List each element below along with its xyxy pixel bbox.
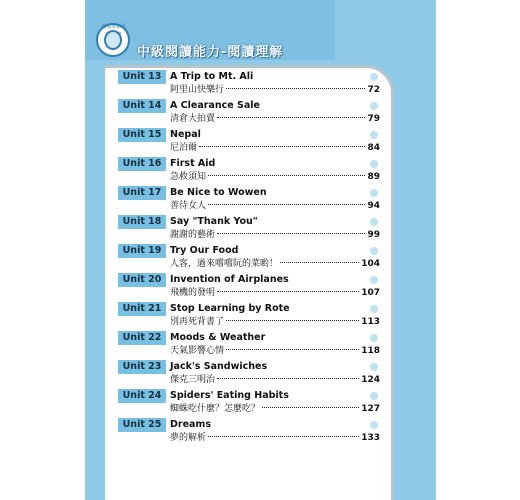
page-number: 104 xyxy=(361,259,380,269)
bullet-dot-icon xyxy=(370,334,378,342)
entry-subtitle-line xyxy=(170,432,380,445)
toc-entry[interactable] xyxy=(118,302,386,331)
entry-chinese-title: 傑克三明治 xyxy=(170,375,216,385)
entry-subtitle-line xyxy=(170,403,380,416)
page-number: 84 xyxy=(367,143,380,153)
entry-title: First Aid xyxy=(170,158,216,169)
toc-entry[interactable] xyxy=(118,418,386,447)
unit-badge: Unit 13 xyxy=(118,70,166,84)
page-number: 89 xyxy=(367,172,380,182)
entry-subtitle-line xyxy=(170,200,380,213)
bullet-dot-icon xyxy=(370,218,378,226)
page-number: 94 xyxy=(367,201,380,211)
dot-leader xyxy=(226,320,359,321)
entry-subtitle-line xyxy=(170,316,380,329)
entry-chinese-title: 善待女人 xyxy=(170,201,207,211)
entry-chinese-title: 飛機的發明 xyxy=(170,288,216,298)
unit-badge: Unit 16 xyxy=(118,157,166,171)
toc-entry[interactable] xyxy=(118,157,386,186)
toc-entry[interactable] xyxy=(118,70,386,99)
entry-chinese-title: 天氣影響心情 xyxy=(170,346,225,356)
dot-leader xyxy=(217,117,365,118)
bullet-dot-icon xyxy=(370,276,378,284)
unit-badge: Unit 19 xyxy=(118,244,166,258)
entry-subtitle-line xyxy=(170,345,380,358)
bullet-dot-icon xyxy=(370,131,378,139)
entry-title: Invention of Airplanes xyxy=(170,274,289,285)
unit-badge: Unit 15 xyxy=(118,128,166,142)
entry-subtitle-line xyxy=(170,229,380,242)
unit-badge: Unit 21 xyxy=(118,302,166,316)
toc-entry[interactable] xyxy=(118,389,386,418)
unit-badge: Unit 25 xyxy=(118,418,166,432)
toc-entry[interactable] xyxy=(118,331,386,360)
page-number: 72 xyxy=(367,85,380,95)
bullet-dot-icon xyxy=(370,247,378,255)
entry-chinese-title: 蜘蛛吃什麼？怎麼吃？ xyxy=(170,404,261,414)
entry-subtitle-line xyxy=(170,142,380,155)
page-number: 118 xyxy=(361,346,380,356)
dot-leader xyxy=(208,175,365,176)
entry-subtitle-line xyxy=(170,171,380,184)
logo-face-icon xyxy=(104,30,122,50)
toc-entry[interactable] xyxy=(118,244,386,273)
entry-chinese-title: 阿里山快樂行 xyxy=(170,85,225,95)
bullet-dot-icon xyxy=(370,363,378,371)
unit-badge: Unit 18 xyxy=(118,215,166,229)
entry-title: Moods & Weather xyxy=(170,332,266,343)
bullet-dot-icon xyxy=(370,305,378,313)
dot-leader xyxy=(208,204,365,205)
entry-chinese-title: 謝謝的藝術 xyxy=(170,230,216,240)
entry-subtitle-line xyxy=(170,84,380,97)
dot-leader xyxy=(217,233,365,234)
page-number: 127 xyxy=(361,404,380,414)
page-title: 中級閱讀能力-閱讀理解 xyxy=(137,45,284,60)
entry-title: A Clearance Sale xyxy=(170,100,260,111)
dot-leader xyxy=(217,378,359,379)
page-number: 99 xyxy=(367,230,380,240)
entry-title: Try Our Food xyxy=(170,245,239,256)
dot-leader xyxy=(280,262,359,263)
table-of-contents xyxy=(118,70,386,447)
entry-chinese-title: 別再死背書了 xyxy=(170,317,225,327)
dot-leader xyxy=(226,88,365,89)
entry-title: Say "Thank You" xyxy=(170,216,258,227)
dot-leader xyxy=(217,291,359,292)
toc-entry[interactable] xyxy=(118,273,386,302)
dot-leader xyxy=(208,436,359,437)
toc-entry[interactable] xyxy=(118,186,386,215)
unit-badge: Unit 24 xyxy=(118,389,166,403)
unit-badge: Unit 23 xyxy=(118,360,166,374)
bullet-dot-icon xyxy=(370,189,378,197)
entry-title: A Trip to Mt. Ali xyxy=(170,71,254,82)
entry-title: Jack's Sandwiches xyxy=(170,361,268,372)
entry-subtitle-line xyxy=(170,374,380,387)
toc-entry[interactable] xyxy=(118,99,386,128)
dot-leader xyxy=(199,146,365,147)
unit-badge: Unit 22 xyxy=(118,331,166,345)
toc-entry[interactable] xyxy=(118,215,386,244)
toc-entry[interactable] xyxy=(118,128,386,157)
entry-chinese-title: 人客，過來嚐嚐阮的菜喲！ xyxy=(170,259,279,269)
entry-subtitle-line xyxy=(170,113,380,126)
bullet-dot-icon xyxy=(370,392,378,400)
page-number: 124 xyxy=(361,375,380,385)
page-number: 79 xyxy=(367,114,380,124)
entry-title: Dreams xyxy=(170,419,211,430)
dot-leader xyxy=(226,349,359,350)
unit-badge: Unit 20 xyxy=(118,273,166,287)
entry-chinese-title: 清倉大拍賣 xyxy=(170,114,216,124)
series-logo xyxy=(96,23,130,57)
entry-subtitle-line xyxy=(170,258,380,271)
entry-title: Spiders' Eating Habits xyxy=(170,390,289,401)
page-number: 107 xyxy=(361,288,380,298)
entry-title: Be Nice to Wowen xyxy=(170,187,267,198)
entry-title: Stop Learning by Rote xyxy=(170,303,290,314)
entry-title: Nepal xyxy=(170,129,201,140)
entry-chinese-title: 尼泊爾 xyxy=(170,143,198,153)
logo-text: 閱讀理解系 xyxy=(101,24,127,30)
toc-entry[interactable] xyxy=(118,360,386,389)
entry-subtitle-line xyxy=(170,287,380,300)
unit-badge: Unit 14 xyxy=(118,99,166,113)
bullet-dot-icon xyxy=(370,102,378,110)
bullet-dot-icon xyxy=(370,160,378,168)
bullet-dot-icon xyxy=(370,73,378,81)
unit-badge: Unit 17 xyxy=(118,186,166,200)
page-number: 113 xyxy=(361,317,380,327)
bullet-dot-icon xyxy=(370,421,378,429)
entry-chinese-title: 急救須知 xyxy=(170,172,207,182)
entry-chinese-title: 夢的解析 xyxy=(170,433,207,443)
dot-leader xyxy=(262,407,359,408)
page-number: 133 xyxy=(361,433,380,443)
